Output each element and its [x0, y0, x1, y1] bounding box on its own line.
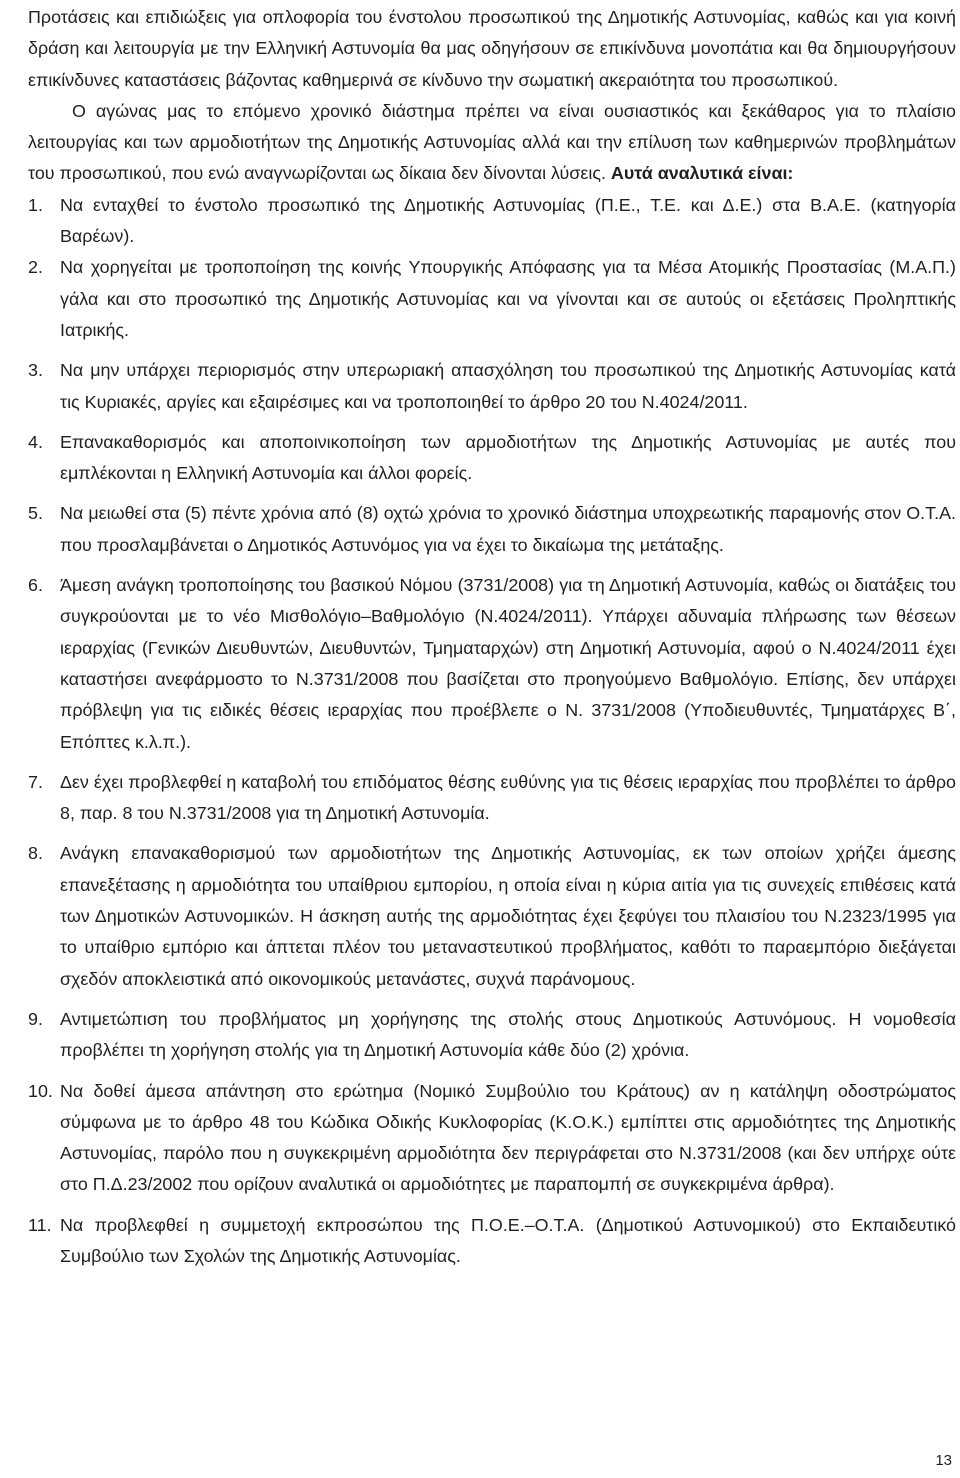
item-text: Να ενταχθεί το ένστολο προσωπικό της Δημοτικής Αστυνομίας (Π.Ε., Τ.Ε. και Δ.Ε.) στα Β.Α.Ε. (κατηγορία Βαρέων). [60, 194, 956, 247]
list-item [28, 570, 956, 758]
item-number: 8. [28, 843, 43, 864]
list-item [28, 838, 956, 994]
item-number: 3. [28, 360, 43, 381]
item-number: 1. [28, 194, 43, 215]
item-text: Δεν έχει προβλεφθεί η καταβολή του επιδόματος θέσης ευθύνης για τις θέσεις ιεραρχίας που προβλέπει το άρθρο 8, παρ. 8 του Ν.3731/2008 για τη Δημοτική Αστυνομία. [60, 771, 956, 824]
item-text: Άμεση ανάγκη τροποποίησης του βασικού Νόμου (3731/2008) για τη Δημοτική Αστυνομία, καθώς οι διατάξεις του συγκρούονται με το νέο Μισθολόγιο–Βαθμολόγιο (Ν.4024/2011). Υπάρχει αδυναμία πλήρωσης των θέσεων ιεραρχίας (Γενικών Διευθυντών, Διευθυντών, Τμηματαρχών) στη Δημοτική Αστυνομία, αφού ο Ν.4024/2011 έχει καταστήσει ανεφάρμοστο το Ν.3731/2008 που βασίζεται στο προηγούμενο Βαθμολόγιο. Επίσης, δεν υπάρχει πρόβλεψη για τις ειδικές θέσεις ιεραρχίας που προέβλεπε ο Ν. 3731/2008 (Υποδιευθυντές, Τμηματάρχες Β΄, Επόπτες κ.λ.π.). [60, 575, 956, 752]
intro-paragraph: Προτάσεις και επιδιώξεις για οπλοφορία του ένστολου προσωπικού της Δημοτικής Αστυνομίας, καθώς και για κοινή δράση και λειτουργία με την Ελληνική Αστυνομία θα μας οδηγήσουν σε επικίνδυνα μονοπάτια και θα δημιουργήσουν επικίνδυνες καταστάσεις βάζοντας καθημερινά σε κίνδυνο την σωματική ακεραιότητα του προσωπικού. [28, 7, 956, 90]
item-number: 7. [28, 771, 43, 792]
list-item [28, 498, 956, 561]
list-item [28, 355, 956, 418]
item-text: Επανακαθορισμός και αποποινικοποίηση των αρμοδιοτήτων της Δημοτικής Αστυνομίας με αυτές που εμπλέκονται η Ελληνική Αστυνομία και άλλοι φορείς. [60, 431, 956, 484]
item-text: Ανάγκη επανακαθορισμού των αρμοδιοτήτων της Δημοτικής Αστυνομίας, εκ των οποίων χρήζει άμεσης επανεξέτασης η αρμοδιότητα του υπαίθριου εμπορίου, η οποία είναι η κύρια αιτία για τις συνεχείς επιθέσεις κατά των Δημοτικών Αστυνομικών. Η άσκηση αυτής της αρμοδιότητας έχει ξεφύγει του πλαισίου του Ν.2323/1995 για το υπαίθριο εμπόριο και άπτεται πλέον του μεταναστευτικού προβλήματος, καθότι το παραεμπόριο διεξάγεται σχεδόν αποκλειστικά από οικονομικούς μετανάστες, συχνά παράνομους. [60, 843, 956, 989]
item-number: 9. [28, 1008, 43, 1029]
item-text: Αντιμετώπιση του προβλήματος μη χορήγησης της στολής στους Δημοτικούς Αστυνόμους. Η νομοθεσία προβλέπει τη χορήγηση στολής για τη Δημοτική Αστυνομία κάθε δύο (2) χρόνια. [60, 1008, 956, 1061]
list-item [28, 252, 956, 346]
item-number: 10. [28, 1080, 53, 1101]
list-heading: Αυτά αναλυτικά είναι: [610, 163, 794, 184]
item-text: Να μην υπάρχει περιορισμός στην υπερωριακή απασχόληση του προσωπικού της Δημοτικής Αστυνομίας κατά τις Κυριακές, αργίες και εξαιρέσιμες και να τροποποιηθεί το άρθρο 20 του Ν.4024/2011. [60, 360, 956, 412]
demands-list [28, 190, 956, 1273]
item-number: 2. [28, 257, 43, 278]
item-number: 4. [28, 431, 43, 452]
struggle-text: Ο αγώνας μας το επόμενο χρονικό διάστημα πρέπει να είναι ουσιαστικός και ξεκάθαρος για το πλαίσιο λειτουργίας και των αρμοδιοτήτων της Δημοτικής Αστυνομίας αλλά και την επίλυση των καθημερινών προβλημάτων του προσωπικού, που ενώ αναγνωρίζονται ως δίκαια δεν δίνονται λύσεις. [28, 100, 956, 184]
item-text: Να χορηγείται με τροποποίηση της κοινής Υπουργικής Απόφασης για τα Μέσα Ατομικής Προστασίας (Μ.Α.Π.) γάλα και στο προσωπικό της Δημοτικής Αστυνομίας και να γίνονται και σε αυτούς οι εξετάσεις Προληπτικής Ιατρικής. [60, 257, 956, 340]
item-text: Να μειωθεί στα (5) πέντε χρόνια από (8) οχτώ χρόνια το χρονικό διάστημα υποχρεωτικής παραμονής στον Ο.Τ.Α. που προσλαμβάνεται ο Δημοτικός Αστυνόμος για να έχει το δικαίωμα της μετάταξης. [60, 503, 956, 555]
page-number: 13 [935, 1452, 952, 1469]
list-item [28, 1210, 956, 1273]
struggle-paragraph [28, 96, 956, 190]
item-number: 5. [28, 503, 43, 524]
item-number: 11. [28, 1214, 52, 1235]
list-item [28, 767, 956, 830]
document-page [28, 2, 956, 1281]
list-item [28, 1004, 956, 1067]
list-item [28, 1076, 956, 1201]
item-text: Να δοθεί άμεσα απάντηση στο ερώτημα (Νομικό Συμβούλιο του Κράτους) αν η κατάληψη οδοστρώματος σύμφωνα με το άρθρο 48 του Κώδικα Οδικής Κυκλοφορίας (Κ.Ο.Κ.) εμπίπτει στις αρμοδιότητες της Δημοτικής Αστυνομίας, παρόλο που η συγκεκριμένη αρμοδιότητα δεν περιγράφεται στο Ν.3731/2008 (και δεν υπήρχε ούτε στο Π.Δ.23/2002 που ορίζουν αναλυτικά οι αρμοδιότητες με παραπομπή σε συγκεκριμένα άρθρα). [60, 1080, 956, 1195]
list-item [28, 190, 956, 253]
item-text: Να προβλεφθεί η συμμετοχή εκπροσώπου της Π.Ο.Ε.–Ο.Τ.Α. (Δημοτικού Αστυνομικού) στο Εκπαιδευτικό Συμβούλιο των Σχολών της Δημοτικής Αστυνομίας. [60, 1214, 956, 1266]
list-item [28, 427, 956, 490]
item-number: 6. [28, 575, 43, 596]
